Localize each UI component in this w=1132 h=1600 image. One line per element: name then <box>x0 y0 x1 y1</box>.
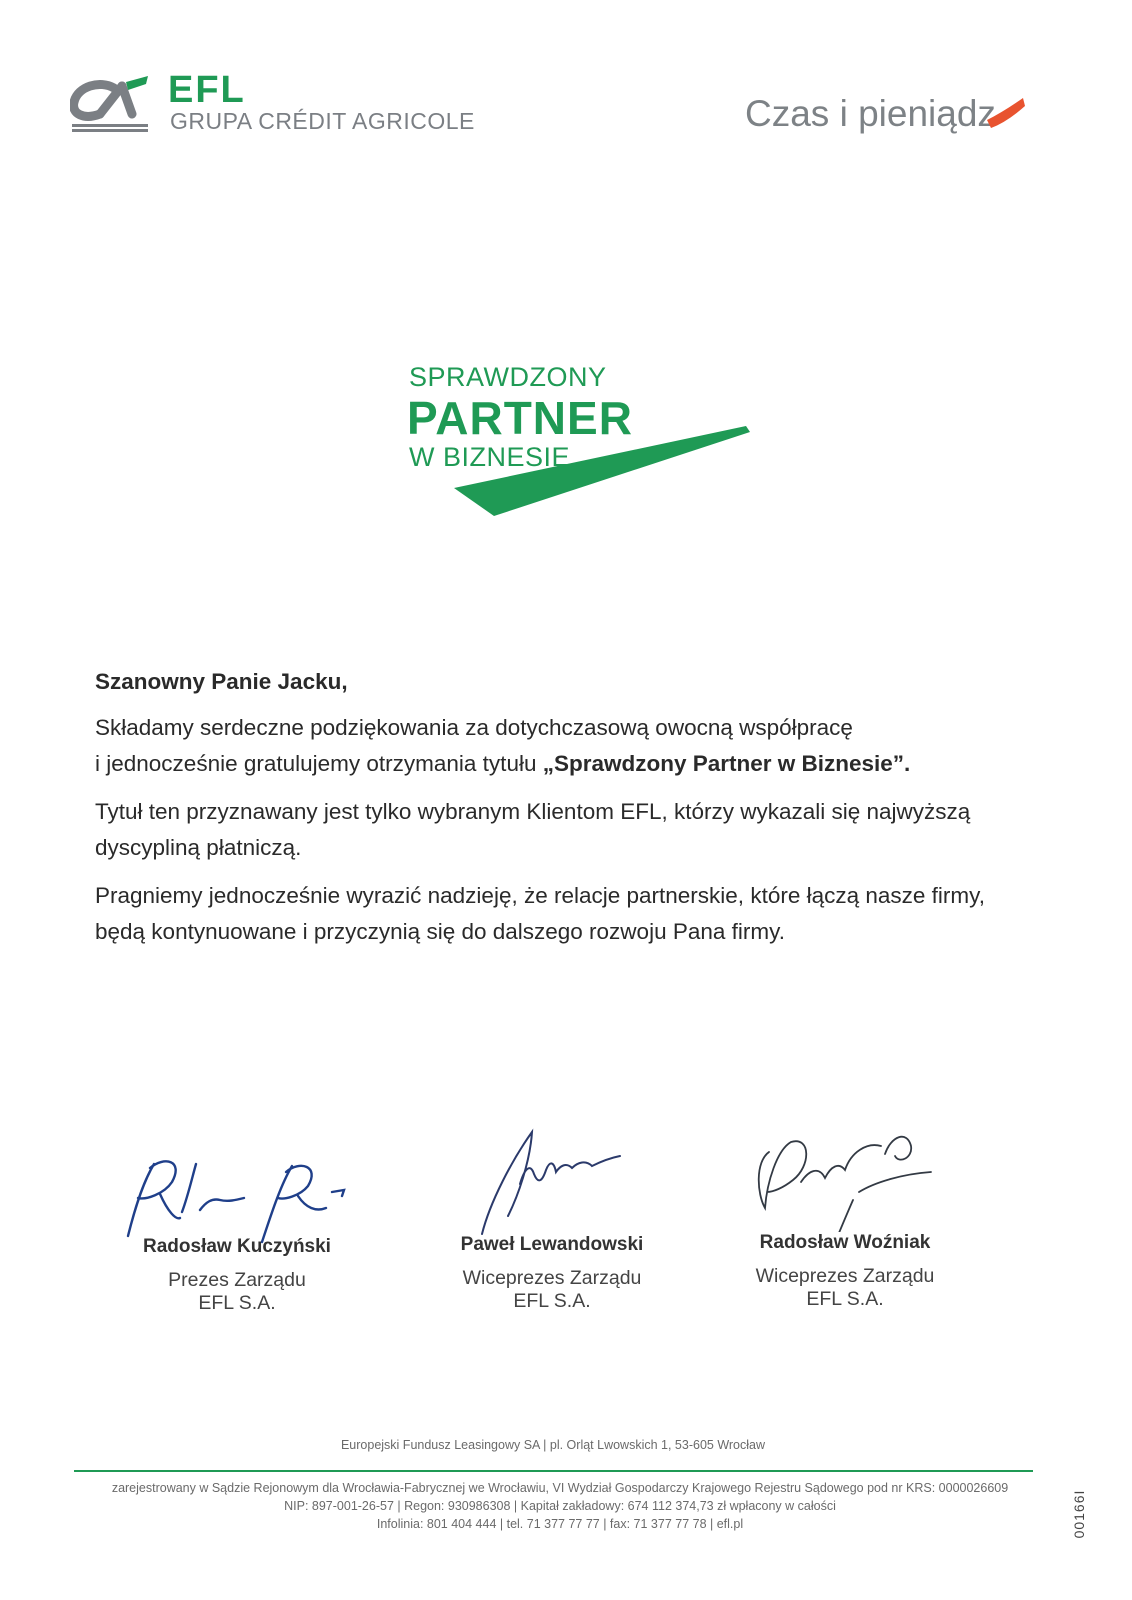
signer-company: EFL S.A. <box>198 1292 276 1314</box>
signer-block-2 <box>422 1232 682 1313</box>
signature-lewandowski-icon <box>460 1122 700 1242</box>
signer-block-3 <box>715 1230 975 1311</box>
footer-contact-line: Infolinia: 801 404 444 | tel. 71 377 77 77 | fax: 71 377 77 78 | efl.pl <box>376 1517 744 1531</box>
logo-brand: EFL <box>168 69 246 111</box>
credit-agricole-logo-icon <box>70 74 152 134</box>
footer-address: Europejski Fundusz Leasingowy SA | pl. Orląt Lwowskich 1, 53-605 Wrocław <box>340 1438 766 1452</box>
footer-ids-line: NIP: 897-001-26-57 | Regon: 930986308 | Kapitał zakładowy: 674 112 374,73 zł wpłacony w całości <box>284 1499 836 1513</box>
letter-body <box>95 664 1025 962</box>
slogan: Czas i pieniądz <box>745 93 996 134</box>
salutation: Szanowny Panie Jacku, <box>95 669 348 694</box>
footer-registration-line: zarejestrowany w Sądzie Rejonowym dla Wrocławia-Fabrycznej we Wrocławiu, VI Wydział Gospodarczy Krajowego Rejestru Sądowego pod nr KRS: 0000026609 <box>111 1481 1009 1495</box>
signer-company: EFL S.A. <box>806 1288 884 1310</box>
paragraph-thanks <box>95 710 1025 782</box>
paragraph-award-info: Tytuł ten przyznawany jest tylko wybranym Klientom EFL, którzy wykazali się najwyższą dyscypliną płatniczą. <box>95 799 971 860</box>
signer-role: Wiceprezes Zarządu <box>755 1265 935 1287</box>
badge-line-sprawdzony: SPRAWDZONY <box>409 362 607 392</box>
footer-registration <box>60 1479 1060 1533</box>
signer-name: Radosław Kuczyński <box>143 1236 331 1257</box>
signer-role: Wiceprezes Zarządu <box>462 1267 642 1289</box>
red-swoosh-icon <box>985 96 1027 130</box>
signer-name: Radosław Woźniak <box>759 1232 931 1253</box>
signer-company: EFL S.A. <box>513 1290 591 1312</box>
footer-divider <box>74 1470 1033 1472</box>
document-code: 00166I <box>1071 1489 1087 1539</box>
signature-wozniak-icon <box>735 1112 975 1232</box>
paragraph-thanks-line1: Składamy serdeczne podziękowania za dotychczasową owocną współpracę <box>95 715 853 740</box>
award-title: „Sprawdzony Partner w Biznesie”. <box>542 751 911 776</box>
logo-group-name: GRUPA CRÉDIT AGRICOLE <box>170 108 475 134</box>
badge-line-partner: PARTNER <box>407 392 633 444</box>
badge-line-w-biznesie: W BIZNESIE <box>409 442 571 472</box>
signer-role: Prezes Zarządu <box>168 1269 306 1291</box>
signer-name: Paweł Lewandowski <box>460 1234 644 1255</box>
paragraph-thanks-line2: i jednocześnie gratulujemy otrzymania tytułu <box>95 751 543 776</box>
signer-block-1 <box>107 1234 367 1315</box>
paragraph-hope: Pragniemy jednocześnie wyrazić nadzieję, że relacje partnerskie, które łączą nasze firmy, będą kontynuowane i przyczynią się do dalszego rozwoju Pana firmy. <box>95 883 985 944</box>
